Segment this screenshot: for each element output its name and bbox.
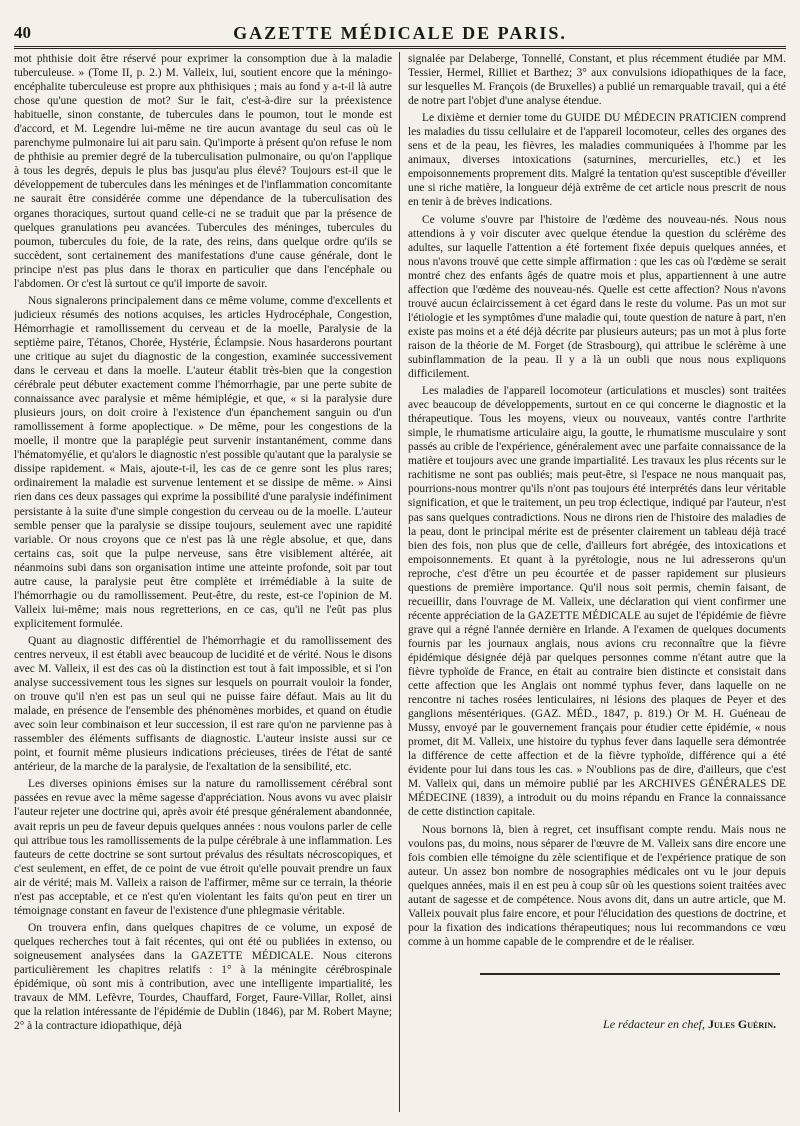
article-paragraph: Les diverses opinions émises sur la nature du ramollissement cérébral sont passées en revue avec la même sagesse d'appréciation. Nous avons vu avec plaisir l'auteur rejeter une doctrine qui, après avoir été presque généralement abandonnée, avait repris un peu de faveur depuis quelques années : nous voulons parler de celle qui attribue tous les ramollissements de la pulpe cérébrale à une inflammation. Les fauteurs de cette doctrine se sont surtout prévalus des résultats nécroscopiques, et c'est seulement, en effet, de ce point de vue étroit qu'elle pouvait prendre un faux air de vérité; mais M. Valleix a raison de l'affirmer, même sur ce terrain, la théorie n'est pas acceptable, et ce n'est qu'en violentant les faits qu'on peut en tirer un témoignage constant en faveur de l'existence d'une phlegmasie véritable. — [14, 778, 392, 917]
article-paragraph: Nous bornons là, bien à regret, cet insuffisant compte rendu. Mais nous ne voulons pas, du moins, nous séparer de l'œuvre de M. Valleix sans dire encore une fois combien elle témoigne du zèle scientifique et de l'expérience pratique de son auteur. Un assez bon nombre de nosographies médicales ont vu le jour depuis quelques années, mais il en est peu à coup sûr où les questions soient traitées avec autant de sagesse et de compétence. Nous avons dit, dans un autre article, que M. Valleix pouvait plus faire encore, et pour l'élucidation des questions de doctrine, et pour la fixation des indications thérapeutiques; nous lui recommandons ce vœu comme à un homme capable de le comprendre et de le réaliser. — [408, 823, 786, 948]
journal-title: GAZETTE MÉDICALE DE PARIS. — [233, 22, 567, 43]
article-paragraph: On trouvera enfin, dans quelques chapitres de ce volume, un exposé de quelques recherches tout à fait récentes, qui ont été ou publiées in extenso, ou soigneusement analysées dans la GAZETTE MÉDICALE. Nous citerons particulièrement les chapitres relatifs : 1° à la méningite cérébrospinale épidémique, où sont mis à contribution, avec une intelligente impartialité, les travaux de MM. Lefèvre, Tourdes, Chauffard, Forget, Faure-Villar, Rollet, ainsi que la relation intéressante de l'épidémie de Dublin (1846), par M. Robert Mayne; 2° à la contracture idiopathique, déjà — [14, 921, 392, 1033]
editor-signature — [408, 1017, 786, 1031]
left-column — [14, 52, 392, 1116]
signature-name: Jules Guérin. — [707, 1016, 776, 1031]
page-header — [14, 20, 786, 49]
signature-label: Le rédacteur en chef, — [603, 1016, 705, 1031]
column-divider — [399, 52, 400, 1112]
article-paragraph: Nous signalerons principalement dans ce même volume, comme d'excellents et judicieux résumés des notions acquises, les articles Hydrocéphale, Congestion, Hémorrhagie et ramollissement du cerveau et de la moelle, Paralysie de la septième paire, Tétanos, Chorée, Hystérie, Éclampsie. Nous hasarderons pourtant une critique au sujet du diagnostic de la congestion, examinée successivement dans le cerveau et dans la moelle. L'auteur établit très-bien que la congestion cérébrale peut débuter exactement comme l'hémorrhagie, par une perte subite de connaissance avec paralysie et même hémiplégie, et que, « si la paralysie dure plusieurs jours, on doit croire à l'existence d'un épanchement sanguin ou d'un ramollissement à forme apoplectique. » De même, pour les congestions de la moelle, il montre que la paraplégie peut survenir instantanément, comme dans l'hématomyélie, et qu'alors le diagnostic n'est possible qu'autant que la paralysie se dissipe rapidement. « Mais, ajoute-t-il, les cas de ce genre sont les plus rares; ordinairement la maladie est survenue lentement et se dissipe de même. » Ainsi rien dans ces deux passages qui exprime la possibilité d'une paralysie indéfiniment persistante à la suite d'une simple congestion du cerveau ou de la moelle. L'auteur semble penser que la paralysie se dissipe toujours, seulement avec une rapidité variable. Or nous croyons que ce n'est pas là une règle absolue, et que, dans certains cas, soit que la pulpe nerveuse, sans être visiblement altérée, ait néanmoins subi dans son organisation intime une atteinte profonde, soit par tout autre cause, la paralysie peut être complète et irrémédiable à la suite de l'hémorrhagie ou du ramollissement. Peut-être, du reste, est-ce l'opinion de M. Valleix lui-même; mais nous regretterions, en ce cas, qu'il ne l'eût pas plus explicitement formulée. — [14, 294, 392, 630]
article-paragraph: Les maladies de l'appareil locomoteur (articulations et muscles) sont traitées avec beaucoup de développements, surtout en ce qui concerne le diagnostic et la thérapeutique. Tous les moyens, vieux ou nouveaux, vantés contre l'arthrite simple, le rhumatisme articulaire aigu, la goutte, le rhumatisme musculaire y sont passés au crible de l'expérience, généralement avec une parfaite connaissance de la matière et toujours avec une grande impartialité. Les travaux les plus récents sur le rachitisme ne sont pas oubliés; mais peut-être, si l'espace ne nous manquait pas, pourrions-nous montrer qu'ils n'ont pas toujours été interprétés dans leur véritable signification, et que le traitement, un peu trop éclectique, indiqué par l'auteur, n'est pas sans quelques contradictions. Nous ne dirons rien de l'histoire des maladies de la peau, dont le principal mérite est de présenter clairement un tableau déjà tracé bien des fois, non plus que de celle, d'ailleurs fort abrégée, des intoxications et empoisonnements. Et quant à la pyrétologie, nous ne lui adresserons qu'un reproche, c'est d'être un peu écourtée et de passer rapidement sur plusieurs questions de première importance. Qu'il nous soit permis, chemin faisant, de recueillir, dans l'ouvrage de M. Valleix, une déclaration qui vient confirmer une récente appréciation de la GAZETTE MÉDICALE au sujet de l'épidémie de fièvre grave qui a régné l'année dernière en Irlande. A l'examen de quelques documents fournis par les journaux anglais, nous avions cru reconnaître que la fièvre épidémique désignée déjà par quelques personnes comme n'étant autre que la fièvre typhoïde de France, en était au contraire bien distincte et consistait dans cette affection que les Anglais ont nommé typhus fever, dans laquelle on ne rencontre ni taches rosées lenticulaires, ni lésions des plaques de Peyer et des ganglions mésentériques. (GAZ. MÉD., 1847, p. 819.) Or M. H. Guéneau de Mussy, envoyé par le gouvernement français pour étudier cette épidémie, « nous promet, dit M. Valleix, une histoire du typhus fever dans laquelle sera démontrée la différence de cette affection et de la fièvre typhoïde, différence qui a été évidente pour lui dans tous les cas. » N'oublions pas de dire, d'ailleurs, que c'est M. Valleix qui, dans un mémoire publié par les ARCHIVES GÉNÉRALES DE MÉDECINE (1839), a introduit ou du moins répandu en France la connaissance de cette distinction capitale. — [408, 385, 786, 819]
right-column — [408, 52, 786, 1116]
end-rule — [480, 973, 780, 975]
article-paragraph: Le dixième et dernier tome du GUIDE DU MÉDECIN PRATICIEN comprend les maladies du tissu cellulaire et de l'appareil locomoteur, celles des organes des sens et de la peau, les fièvres, les maladies communiquées à l'homme par les animaux, diverses intoxications (saturnines, mercurielles, etc.) et les empoisonnements proprement dits. Malgré la tentation qu'est susceptible d'éveiller une si riche matière, la longueur déjà extrême de cet article nous prescrit de nous en tenir à de brèves indications. — [408, 112, 786, 209]
article-paragraph: Ce volume s'ouvre par l'histoire de l'œdème des nouveau-nés. Nous nous attendions à y voir discuter avec quelque étendue la question du sclérème des adultes, sur laquelle l'attention a été fortement fixée depuis quelques années, et nous n'avons trouvé que cette simple affirmation : que les cas où l'œdème se serait montré chez des enfants âgés de quatre mois et plus, appartiennent à une autre affection que l'œdème des nouveau-nés. Quelle est cette affection? Nous n'avons trouvé aucun éclaircissement à cet égard dans le reste du volume. Pas un mot sur l'étiologie et les symptômes d'une maladie qui, toute question de nature à part, n'en existe pas moins et a été déjà décrite par plusieurs auteurs; pas un mot à plus forte raison de la théorie de M. Forget (de Strasbourg), qui attribue le sclérème à une subinflammation de la peau. Il y a là un oubli que nous nous expliquons difficilement. — [408, 213, 786, 381]
article-paragraph: Quant au diagnostic différentiel de l'hémorrhagie et du ramollissement des centres nerveux, il est établi avec beaucoup de lucidité et de vérité. Nous le disons avec M. Valleix, il est des cas où la distinction est tout à fait impossible, et si l'on analyse successivement tous les signes sur lesquels on pourrait vouloir la fonder, on trouve qu'il n'en est pas un seul qui ne puisse faire défaut. Mais au lit du malade, en présence de l'ensemble des phénomènes morbides, et quand on étudie avec soin leur combinaison et leur succession, il est rare qu'on ne parvienne pas à rassembler des éléments suffisants de diagnostic. L'auteur insiste aussi sur ce point, et fournit même plusieurs indications précieuses, tirées de l'état de santé antérieur, de la marche de la paralysie, de l'exaltation de la sensibilité, etc. — [14, 634, 392, 774]
article-paragraph: signalée par Delaberge, Tonnellé, Constant, et plus récemment étudiée par MM. Tessier, Hermel, Rilliet et Barthez; 3° aux convulsions idiopathiques de la face, sur lesquelles M. François (de Bruxelles) a publié un remarquable travail, qui a été de notre part l'objet d'une analyse étendue. — [408, 53, 786, 108]
article-paragraph: mot phthisie doit être réservé pour exprimer la consomption due à la maladie tuberculeuse. » (Tome II, p. 2.) M. Valleix, lui, soutient encore que la méningo-encéphalite tuberculeuse est propre aux phthisiques ; mais au fond y a-t-il là autre chose qu'une question de mot? Sur le fait, c'est-à-dire sur la préexistence habituelle, sinon constante, de tubercules dans le poumon, tout le monde est d'accord, et M. Legendre lui-même ne tire aucun avantage du seul cas où le parenchyme pulmonaire lui ait paru sain. Qu'importe à présent qu'on refuse le nom de phthisie au premier degré de la tuberculisation pulmonaire, ou qu'on l'applique à tous les degrés, depuis le plus bas jusqu'au plus élevé? Toujours est-il que le développement de tubercules dans les méninges et de l'inflammation concomitante ne saurait être considérée comme une dépendance de la tuberculisation des organes thoraciques, surtout quand celle-ci ne se traduit que par la présence de quelques granulations peu avancées. Tubercules des méninges, tubercules du poumon, tubercules du foie, de la rate, des reins, dans quelque ordre qu'ils se succèdent, sont certainement des manifestations d'une cause générale, dont le principe n'est pas plus dans le thorax en particulier que dans l'encéphale ou l'abdomen. Or c'est là surtout ce qu'il importe de savoir. — [14, 53, 392, 290]
page-number: 40 — [14, 23, 31, 42]
